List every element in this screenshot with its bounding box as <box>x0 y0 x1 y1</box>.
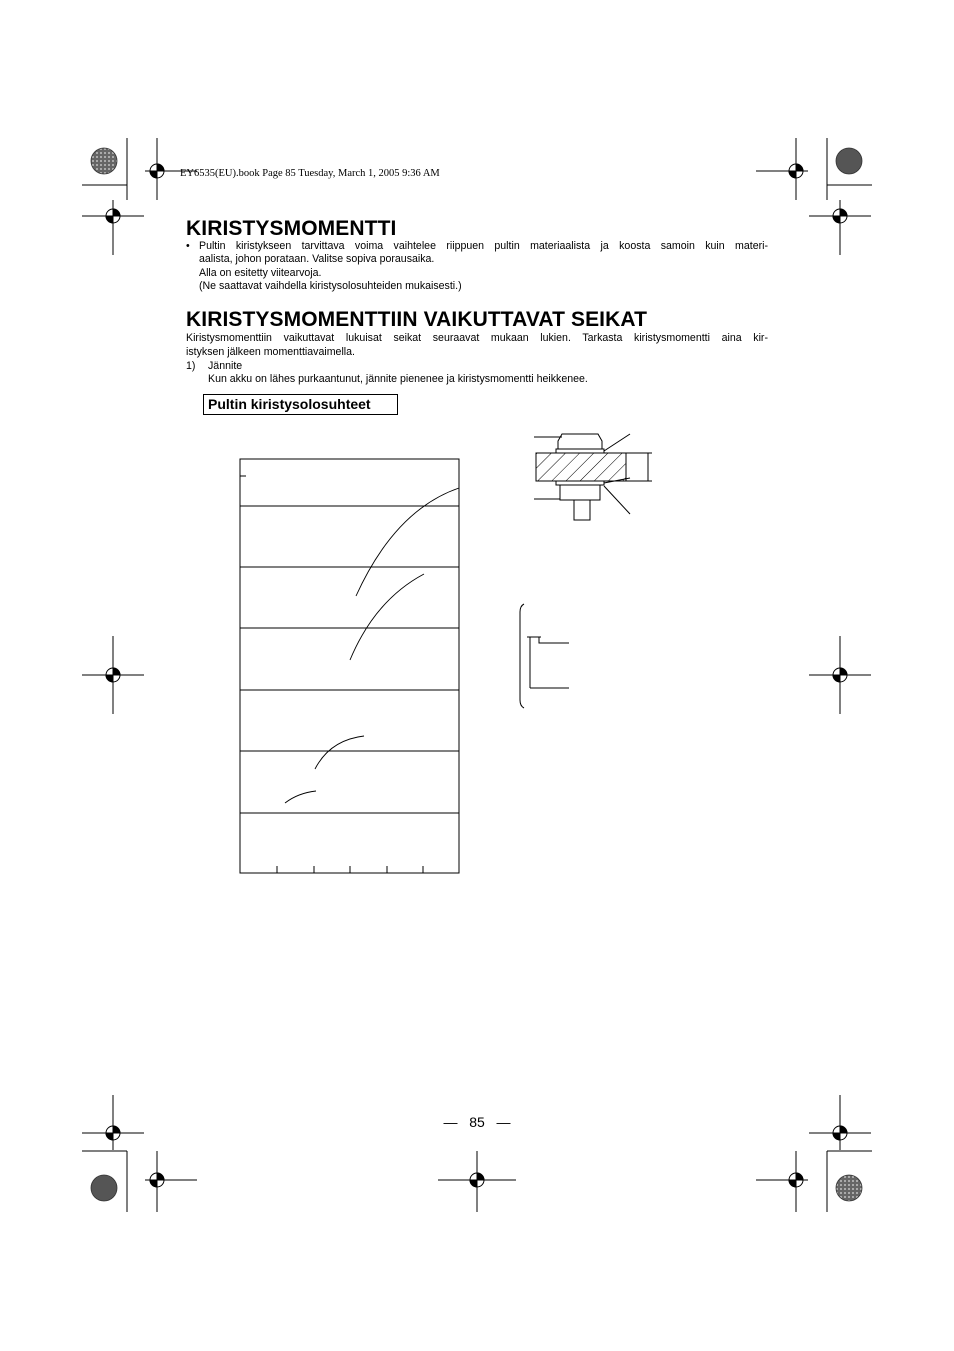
crosshair-mark <box>82 1095 144 1150</box>
dash-right: — <box>496 1114 511 1130</box>
intro-line-2: istyksen jälkeen momenttiavaimella. <box>186 346 355 358</box>
section-title-torque: KIRISTYSMOMENTTI <box>186 217 397 240</box>
crosshair-mark <box>809 200 871 255</box>
bullet-marker: • <box>186 240 190 252</box>
bracket-diagram <box>520 604 569 708</box>
registration-disc-top-right <box>836 148 862 174</box>
bullet-line-1: Pultin kiristykseen tarvittava voima vaihtelee riippuen pultin materiaalista ja koosta samoin kuin materi- <box>199 240 768 252</box>
item-title-voltage: Jännite <box>208 360 243 372</box>
bolt-illustration <box>534 434 652 520</box>
reference-values-line: Alla on esitetty viitearvoja. <box>199 267 322 279</box>
torque-curves <box>285 488 459 803</box>
torque-chart-frame <box>240 459 459 873</box>
crosshair-mark <box>438 1151 516 1212</box>
dash-left: — <box>443 1114 458 1130</box>
curve-4 <box>285 791 316 803</box>
curve-1 <box>356 488 459 596</box>
crop-lines <box>82 138 872 1212</box>
crosshair-mark <box>145 138 197 200</box>
registration-disc-bottom-left <box>91 1175 117 1201</box>
item-number: 1) <box>186 360 196 372</box>
section-title-factors: KIRISTYSMOMENTTIIN VAIKUTTAVAT SEIKAT <box>186 308 648 331</box>
crosshair-mark <box>756 1151 808 1212</box>
crosshair-mark <box>756 138 808 200</box>
crosshair-mark <box>145 1151 197 1212</box>
page-number: 85 <box>469 1114 485 1130</box>
crosshair-mark <box>82 200 144 255</box>
registration-disc-bottom-right <box>836 1175 862 1201</box>
curve-3 <box>315 736 364 769</box>
book-header-info: EY6535(EU).book Page 85 Tuesday, March 1, 2005 9:36 AM <box>180 168 440 179</box>
bullet-line-2: aalista, johon porataan. Valitse sopiva porausaika. <box>199 253 435 265</box>
crosshair-mark <box>82 636 144 714</box>
subheading-bolt-conditions: Pultin kiristysolosuhteet <box>203 394 398 415</box>
crosshair-mark <box>809 636 871 714</box>
intro-line-1: Kiristysmomenttiin vaikuttavat lukuisat seikat seuraavat mukaan lukien. Tarkasta kiristysmomentti aina kir- <box>186 332 768 344</box>
crosshair-mark <box>809 1095 871 1150</box>
registration-disc-top-left <box>91 148 117 174</box>
item-text-voltage: Kun akku on lähes purkaantunut, jännite pienenee ja kiristysmomentti heikkenee. <box>208 373 588 385</box>
curve-2 <box>350 574 424 660</box>
variation-note-line: (Ne saattavat vaihdella kiristysolosuhteiden mukaisesti.) <box>199 280 462 292</box>
